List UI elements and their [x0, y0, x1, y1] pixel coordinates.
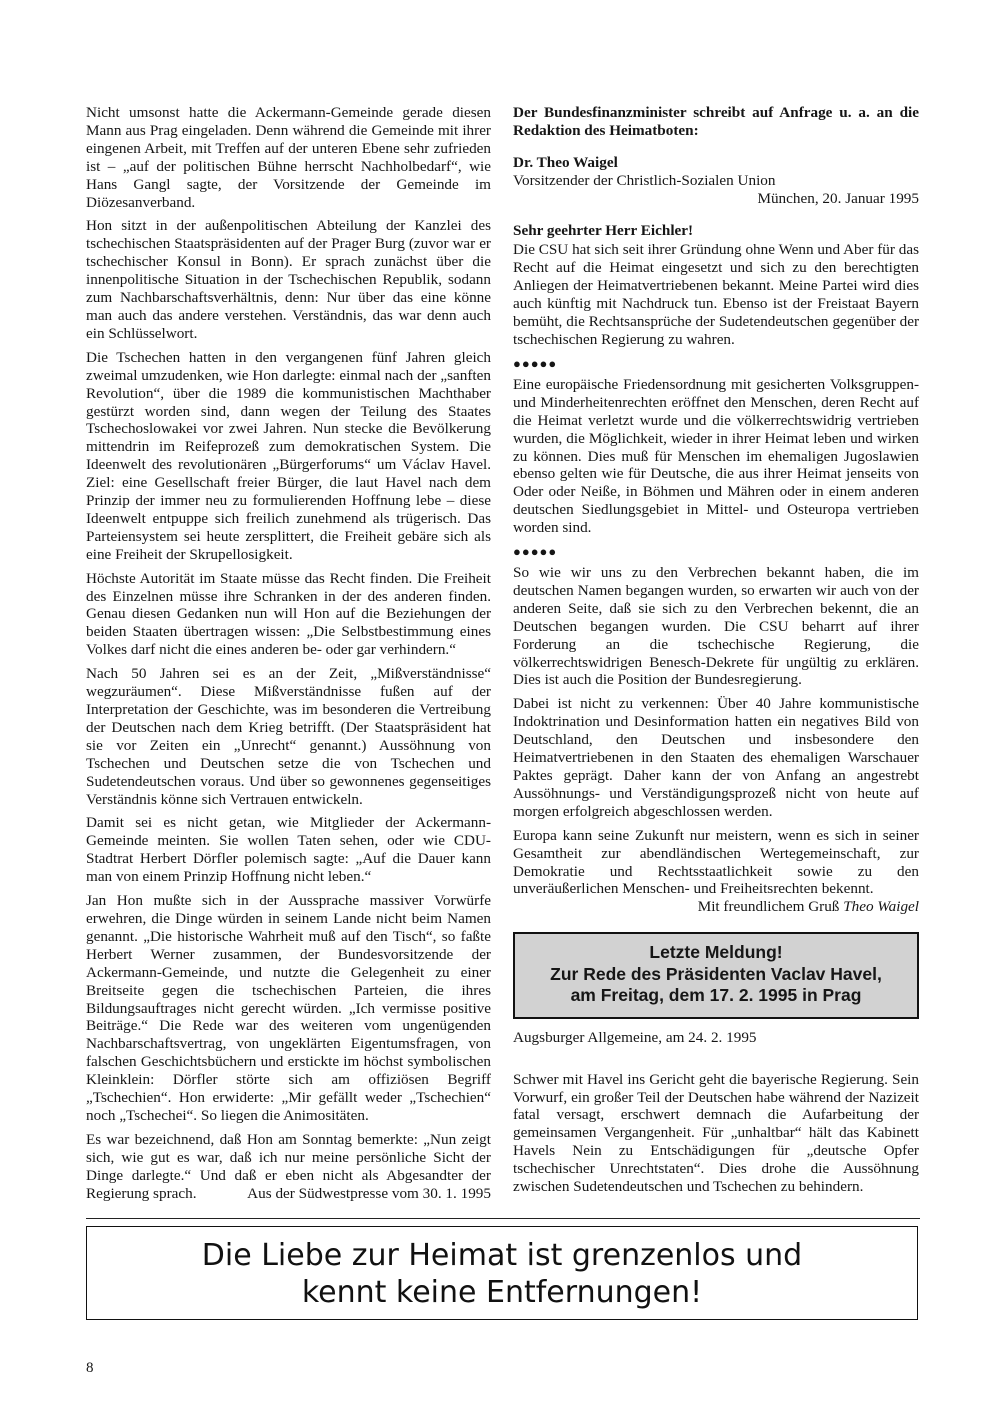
article-paragraph: Hon sitzt in der außenpolitischen Abteilung der Kanzlei des tschechischen Staatspräsidenten auf der Prager Burg (zuvor war er tschechischer Konsul in Bonn). Er sprach zunächst über die innenpolitische Situation in der Tschechischen Republik, sodann zum Nachbarschaftsverhältnis, denn: Nur über das eine könne man auch das andere verstehen. Verständnis, das war denn auch ein Schlüsselwort. [86, 217, 491, 342]
latest-news-source: Augsburger Allgemeine, am 24. 2. 1995 [513, 1028, 757, 1046]
slogan-line: Die Liebe zur Heimat ist grenzenlos und [201, 1238, 803, 1273]
article-source: Aus der Südwestpresse vom 30. 1. 1995 [247, 1184, 491, 1202]
article-paragraph: Jan Hon mußte sich in der Aussprache massiver Vorwürfe erwehren, die Dinge würden in seinem Lande nicht beim Namen genannt. „Die historische Wahrheit muß auf den Tisch“, so faßte Herbert Werner zusammen, der Bundesvorsitzende der Ackermann-Gemeinde, und nutzte die Gelegenheit zu einer Breitseite gegen die tschechischen Parteien, die ihres Bildungsauftrages nicht gerecht würden. „Ich vermisse positive Beiträge.“ Die Rede war des weiteren vom ungenügenden Nachbarschaftsvertrag, von ungeklärten Eigentumsfragen, von falschen Geschichtsbüchern und erstickte im höchst symbolischen Kleinklein: Dörfler störte sich am offiziösen Begriff „Tschechien“. Hon erwiderte: „Mir gefällt weder „Tschechien“ noch „Tschechei“. So liegen die Animositäten. [86, 892, 491, 1124]
article-paragraph: Die Tschechen hatten in den vergangenen fünf Jahren gleich zweimal umzudenken, wie Hon darlegte: einmal nach der „sanften Revolution“, über die 1989 die kommunistischen Machthaber gestürzt worden sind, dann wegen der Teilung des Staates Tschechoslowakei vor zwei Jahren. Nun stecke die Bevölkerung mittendrin im Reifeprozeß zum demokratischen System. Die Ideenwelt des revolutionären „Bürgerforums“ um Václav Havel. Ziel: eine Gesellschaft freier Bürger, die laut Havel nach dem Prinzip der immer neu zu formulierenden Hoffnung lebe – diese Ideenwelt entpuppe sich freilich zunehmend als trügerisch. Das Parteiensystem sei heute zersplittert, die Freiheit gebäre sich als eine Freiheit der Skrupellosigkeit. [86, 348, 491, 563]
article-paragraph-text: Es war bezeichnend, daß Hon am Sonntag bemerkte: „Nun zeigt sich, wie gut es war, daß ich nur meine persönliche Sicht der Dinge darlegte.“ Und daß er eben nicht als Abgesandter der Regierung sprach. [86, 1130, 491, 1202]
letter-salutation: Sehr geehrter Herr Eichler! [513, 221, 694, 239]
letter-paragraph: Eine europäische Friedensordnung mit gesicherten Volksgruppen- und Minderheitenrechten eröffnet den Menschen, deren Recht auf die Heimat verletzt wurde und die völkerrechtswidrig vertrieben wurden, die Möglichkeit, wieder in ihrer Heimat leben und wirken zu können. Dies muß für Menschen im ehemaligen Jugoslawien ebenso gelten wie für Deutsche, die aus ihrer Heimat jenseits von Oder oder Neiße, in Böhmen und Mähren oder in einem anderen deutschen Siedlungsgebiet in Mittel- und Osteuropa vertrieben worden sind. [513, 375, 919, 537]
latest-news-title: Letzte Meldung! [649, 942, 783, 963]
letter-paragraph: Dabei ist nicht zu verkennen: Über 40 Jahre kommunistische Indoktrination und Desinformation hatten ein negatives Bild von Deutschland, den Deutschen und insbesondere den Heimatvertriebenen in den Staaten des ehemaligen Warschauer Paktes geprägt. Daher kann der von Anfang an angestrebt Aussöhnungs- und Verständigungsprozeß nicht von heute auf morgen erfolgreich abgeschlossen werden. [513, 695, 919, 820]
dot-separator: ●●●●● [513, 544, 558, 560]
latest-news-headline-date: am Freitag, dem 17. 2. 1995 in Prag [570, 985, 862, 1006]
latest-news-box [513, 932, 919, 1019]
left-column [86, 104, 491, 1208]
letter-intro: Der Bundesfinanzminister schreibt auf Anfrage u. a. an die Redaktion des Heimatboten: [513, 104, 919, 139]
letter-place-date: München, 20. Januar 1995 [757, 189, 919, 207]
dot-separator: ●●●●● [513, 355, 558, 371]
article-paragraph: Höchste Autorität im Staate müsse das Recht finden. Die Freiheit des Einzelnen müsse ihre Schranken in der des anderen finden. Genau diesen Gedanken nun will Hon auf die Beziehungen der beiden Staaten übertragen wissen: „Die Selbstbestimmung eines Volkes darf nicht die eines anderen be- oder gar verhindern.“ [86, 569, 491, 659]
latest-news-text: Schwer mit Havel ins Gericht geht die bayerische Regierung. Sein Vorwurf, ein großer Teil der Deutschen habe während der Nazizeit fatal versagt, erschwert demnach die Aufarbeitung der gemeinsamen Vergangenheit. Für „unhaltbar“ hält das Kabinett Havels Nein zu Entschädigungen für „deutsche Opfer tschechischer Unrechtstaten“. Dies drohe die Aussöhnung zwischen Sudetendeutschen und Tschechen zu behindern. [513, 1070, 919, 1196]
letter-paragraph: Die CSU hat sich seit ihrer Gründung ohne Wenn und Aber für das Recht auf die Heimat eingesetzt und sich zu den berechtigten Anliegen der Heimatvertriebenen bekannt. Meine Partei wird dies auch künftig mit Nachdruck tun. Ebenso ist der Freistaat Bayern bemüht, die Rechtsansprüche der Sudetendeutschen gegenüber der tschechischen Regierung zu wahren. [513, 241, 919, 348]
letter-signature: Theo Waigel [843, 898, 919, 916]
letter-closing: Mit freundlichem Gruß [697, 898, 840, 916]
right-column [513, 104, 919, 1202]
article-paragraph: Damit sei es nicht getan, wie Mitglieder der Ackermann-Gemeinde meinten. Sie wollen Taten sehen, oder wie CDU-Stadtrat Herbert Dörfler polemisch sagte: „Auf die Dauer kann man von einem Prinzip Hoffnung nicht leben.“ [86, 814, 491, 886]
letter-signoff [513, 898, 919, 916]
slogan-line: kennt keine Entfernungen! [301, 1275, 703, 1310]
article-paragraph: Nicht umsonst hatte die Ackermann-Gemeinde gerade diesen Mann aus Prag eingeladen. Denn während die Gemeinde mit ihrer eingenen Arbeit, mit Treffen auf der unteren Ebene sehr zufrieden ist – „auf der politischen Bühne herrscht Nachholbedarf“, wie Hans Gangl sagte, der Vorsitzende der Gemeinde im Diözesanverband. [86, 104, 491, 211]
article-paragraph: Nach 50 Jahren sei es an der Zeit, „Mißverständnisse“ wegzuräumen“. Diese Mißverständnisse fußen auf der Interpretation der Geschichte, was im besonderen die Vertreibung der Deutschen nach dem Krieg betrifft. (Der Staatspräsident hat sie vor Zeiten ein „Unrecht“ genannt.) Aussöhnung von Tschechen und Deutschen setze die von Tschechen und Sudetendeutschen voraus. Und über so gewonnenes gegenseitiges Verständnis könne sich Vertrauen entwickeln. [86, 665, 491, 808]
sender-role: Vorsitzender der Christlich-Sozialen Union [513, 171, 776, 189]
sender-name: Dr. Theo Waigel [513, 153, 618, 171]
page-number: 8 [86, 1360, 94, 1376]
slogan-box [86, 1226, 918, 1320]
divider-rule [86, 1218, 920, 1219]
article-paragraph-last [86, 1131, 491, 1203]
letter-paragraph: So wie wir uns zu den Verbrechen bekannt haben, die im deutschen Namen begangen wurden, so erwarten wir auch von der anderen Seite, daß sie sich zu den Verbrechen bekennt, die an Deutschen begangen wurden. Die CSU beharrt auf ihrer Forderung an die tschechische Regierung, die völkerrechtswidrigen Benesch-Dekrete für ungültig zu erklären. Dies ist auch die Position der Bundesregierung. [513, 564, 919, 689]
latest-news-headline: Zur Rede des Präsidenten Vaclav Havel, [550, 963, 882, 984]
letter-paragraph: Europa kann seine Zukunft nur meistern, wenn es sich in seiner Gesamtheit zur abendländischen Wertegemeinschaft, zur Demokratie und Rechtsstaatlichkeit sowie zu den unveräußerlichen Menschen- und Freiheitsrechten bekennt. [513, 826, 919, 898]
